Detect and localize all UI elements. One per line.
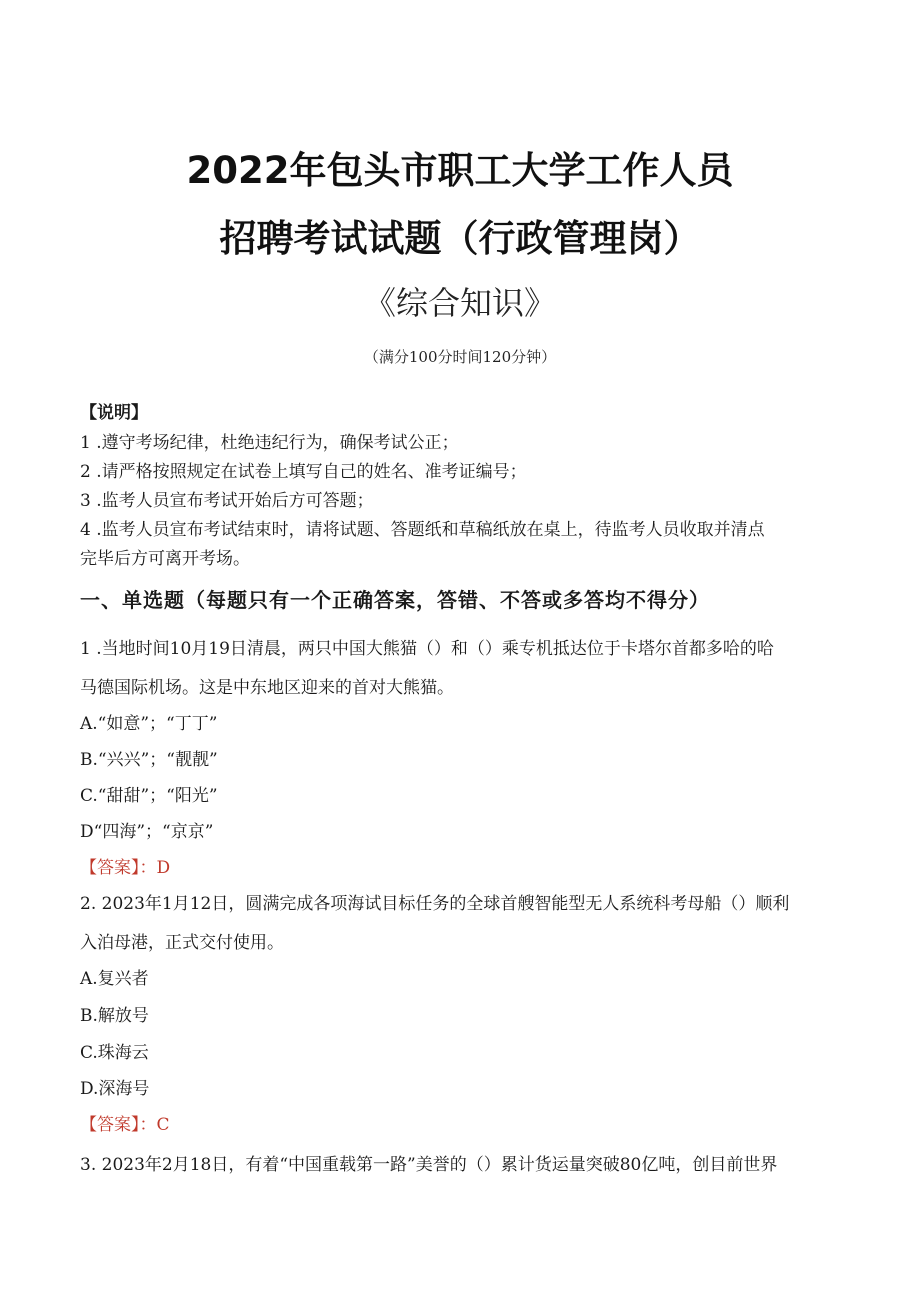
question-stem: 1 .当地时间10月19日清晨，两只中国大熊猫（）和（）乘专机抵达位于卡塔尔首都多哈的哈 [80, 639, 774, 659]
section-title: 一、单选题（每题只有一个正确答案，答错、不答或多答均不得分） [80, 588, 710, 612]
answer-label: 【答案】：C [80, 1115, 170, 1135]
question-option: C.珠海云 [80, 1043, 149, 1063]
exam-title-line2: 招聘考试试题（行政管理岗） [219, 217, 701, 260]
question-stem: 入泊母港，正式交付使用。 [80, 933, 284, 953]
question-option: A.“如意”；“丁丁” [80, 714, 218, 734]
instruction-item: 1 .遵守考场纪律，杜绝违纪行为，确保考试公正； [80, 433, 459, 453]
exam-title-line1: 2022年包头市职工大学工作人员 [186, 149, 734, 192]
question-stem: 马德国际机场。这是中东地区迎来的首对大熊猫。 [80, 678, 454, 698]
score-info: （满分100分时间120分钟） [363, 348, 557, 366]
exam-subject: 《综合知识》 [363, 284, 556, 322]
question-option: D“四海”；“京京” [80, 822, 214, 842]
instruction-item: 3 .监考人员宣布考试开始后方可答题； [80, 491, 374, 511]
instruction-item: 4 .监考人员宣布考试结束时，请将试题、答题纸和草稿纸放在桌上，待监考人员收取并清点 [80, 520, 765, 540]
question-option: C.“甜甜”；“阳光” [80, 786, 218, 806]
instruction-item: 完毕后方可离开考场。 [80, 549, 250, 569]
question-stem: 3. 2023年2月18日，有着“中国重载第一路”美誉的（）累计货运量突破80亿吨，创目前世界 [80, 1155, 778, 1175]
instructions-heading: 【说明】 [80, 403, 148, 423]
answer-label: 【答案】：D [80, 858, 171, 878]
question-option: B.解放号 [80, 1006, 149, 1026]
question-option: B.“兴兴”；“靓靓” [80, 750, 218, 770]
question-stem: 2. 2023年1月12日，圆满完成各项海试目标任务的全球首艘智能型无人系统科考母船（）顺利 [80, 894, 790, 914]
question-option: A.复兴者 [80, 969, 149, 989]
instruction-item: 2 .请严格按照规定在试卷上填写自己的姓名、准考证编号； [80, 462, 527, 482]
question-option: D.深海号 [80, 1079, 150, 1099]
